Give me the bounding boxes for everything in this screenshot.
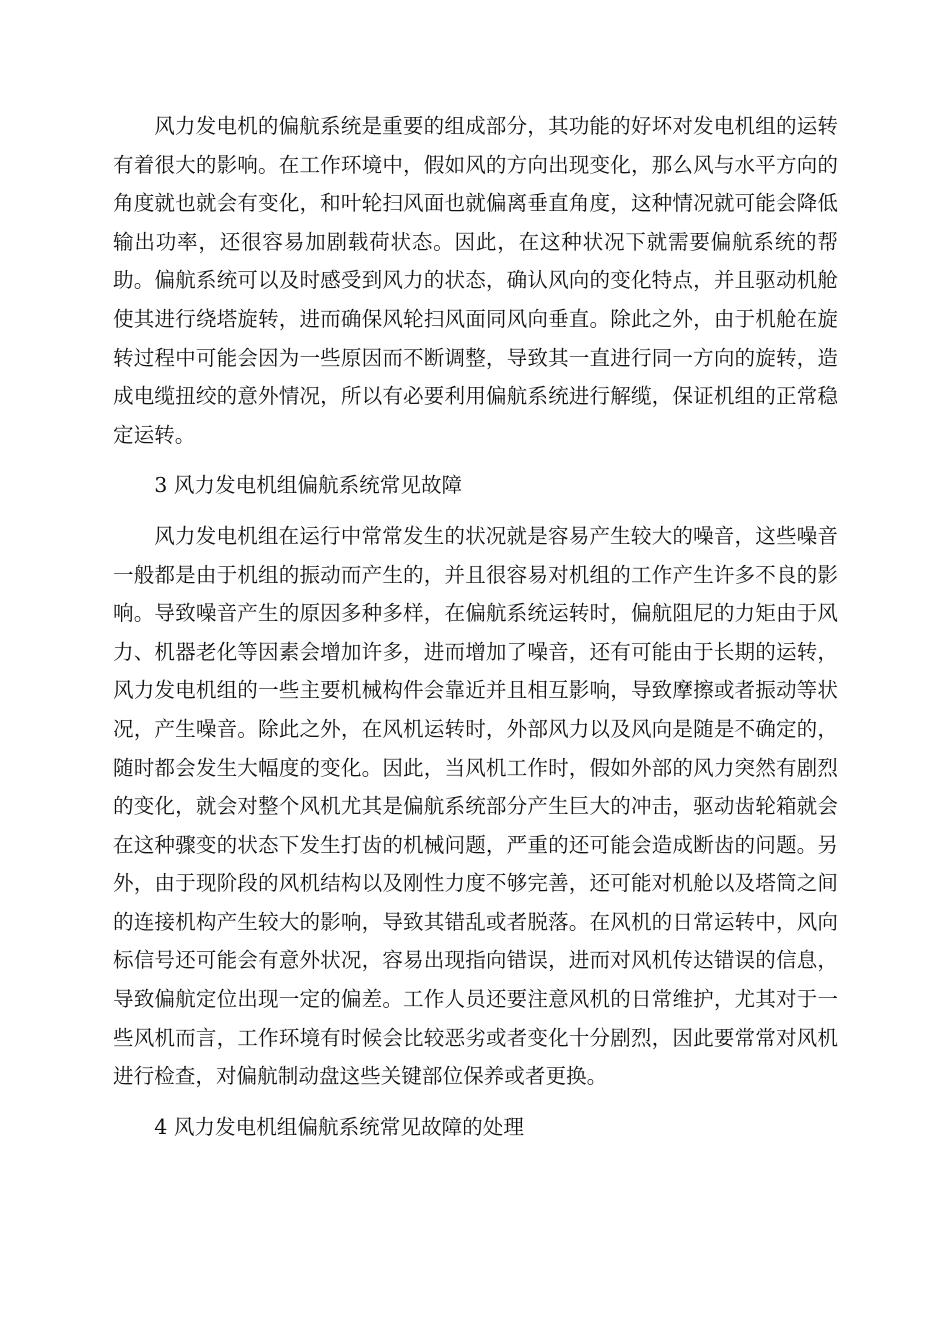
document-body <box>113 107 838 1146</box>
paragraph-spacer <box>113 1096 838 1108</box>
section-heading: 3 风力发电机组偏航系统常见故障 <box>154 473 463 498</box>
paragraph-spacer <box>113 505 838 517</box>
body-paragraph: 风力发电机组在运行中常常发生的状况就是容易产生较大的噪音，这些噪音一般都是由于机组的振动而产生的，并且很容易对机组的工作产生许多不良的影响。导致噪音产生的原因多种多样，在偏航系统运转时，偏航阻尼的力矩由于风力、机器老化等因素会增加许多，进而增加了噪音，还有可能由于长期的运转，风力发电机组的一些主要机械构件会靠近并且相互影响，导致摩擦或者振动等状况，产生噪音。除此之外，在风机运转时，外部风力以及风向是随是不确定的，随时都会发生大幅度的变化。因此，当风机工作时，假如外部的风力突然有剧烈的变化，就会对整个风机尤其是偏航系统部分产生巨大的冲击，驱动齿轮箱就会在这种骤变的状态下发生打齿的机械问题，严重的还可能会造成断齿的问题。另外，由于现阶段的风机结构以及刚性力度不够完善，还可能对机舱以及塔筒之间的连接机构产生较大的影响，导致其错乱或者脱落。在风机的日常运转中，风向标信号还可能会有意外状况，容易出现指向错误，进而对风机传达错误的信息，导致偏航定位出现一定的偏差。工作人员还要注意风机的日常维护，尤其对于一些风机而言，工作环境有时候会比较恶劣或者变化十分剧烈，因此要常常对风机进行检查，对偏航制动盘这些关键部位保养或者更换。 <box>113 523 838 1089</box>
paragraph-spacer <box>113 454 838 466</box>
section-heading: 4 风力发电机组偏航系统常见故障的处理 <box>154 1114 524 1139</box>
body-paragraph: 风力发电机的偏航系统是重要的组成部分，其功能的好坏对发电机组的运转有着很大的影响。在工作环境中，假如风的方向出现变化，那么风与水平方向的角度就也就会有变化，和叶轮扫风面也就偏离垂直角度，这种情况就可能会降低输出功率，还很容易加剧载荷状态。因此，在这种状况下就需要偏航系统的帮助。偏航系统可以及时感受到风力的状态，确认风向的变化特点，并且驱动机舱使其进行绕塔旋转，进而确保风轮扫风面同风向垂直。除此之外，由于机舱在旋转过程中可能会因为一些原因而不断调整，导致其一直进行同一方向的旋转，造成电缆扭绞的意外情况，所以有必要利用偏航系统进行解缆，保证机组的正常稳定运转。 <box>113 114 838 447</box>
